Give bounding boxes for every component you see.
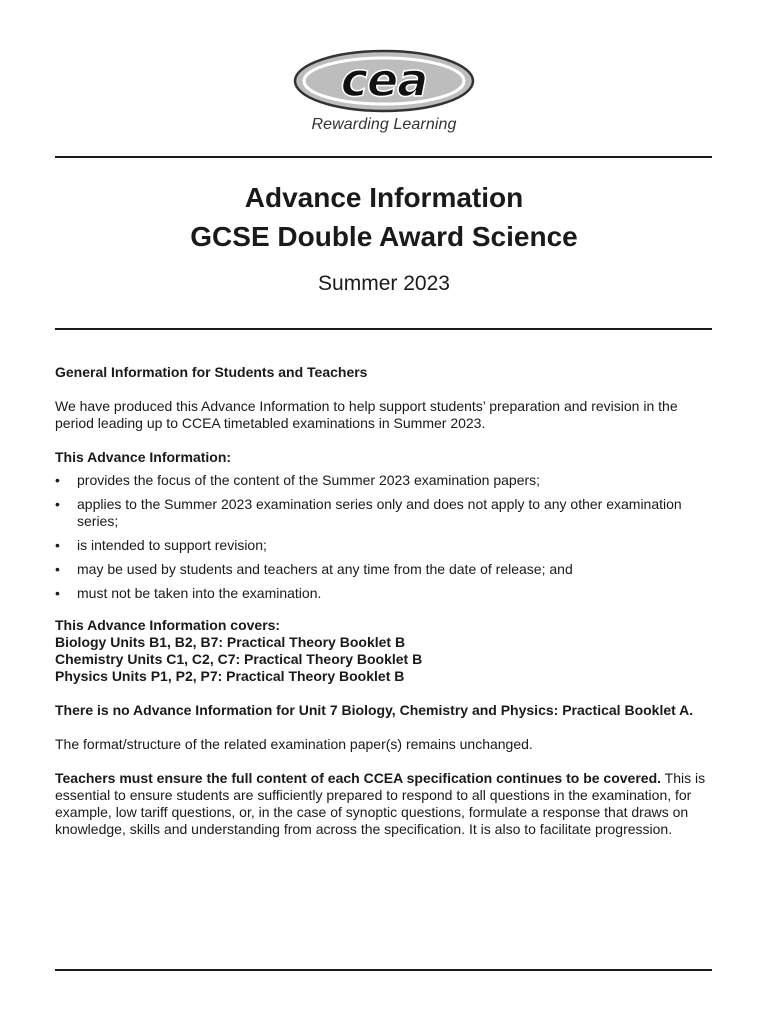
intro-paragraph: We have produced this Advance Information to help support students’ preparation and revision in the period leading up to CCEA timetabled examinations in Summer 2023.	[55, 398, 678, 431]
advance-info-list	[55, 472, 715, 602]
title-bottom-rule	[55, 328, 712, 330]
title-line-2: GCSE Double Award Science	[190, 221, 578, 252]
header	[0, 48, 768, 134]
general-heading: General Information for Students and Teachers	[55, 364, 368, 380]
document-body	[55, 364, 715, 838]
session-label: Summer 2023	[318, 272, 450, 295]
format-note: The format/structure of the related examination paper(s) remains unchanged.	[55, 736, 533, 752]
covers-biology: Biology Units B1, B2, B7: Practical Theory Booklet B	[55, 634, 406, 650]
logo-wordmark: cea	[340, 53, 428, 107]
tagline: Rewarding Learning	[311, 116, 457, 133]
covers-chemistry: Chemistry Units C1, C2, C7: Practical Theory Booklet B	[55, 651, 423, 667]
teachers-paragraph	[55, 770, 715, 838]
teachers-bold-text: Teachers must ensure the full content of each CCEA specification continues to be covered.	[55, 770, 662, 786]
advance-info-heading: This Advance Information:	[55, 449, 232, 465]
title-line-1: Advance Information	[244, 182, 524, 213]
list-item: • may be used by students and teachers at any time from the date of release; and	[55, 561, 715, 578]
teachers-body-text: This is essential to ensure students are sufficiently prepared to respond to all questions in the examination, for example, low tariff questions, or, in the case of synoptic questions, formulate a response that draws on knowledge, skills and understanding from across the specification. It is also to facilitate progression.	[55, 770, 706, 837]
ccea-logo	[292, 48, 476, 114]
no-advance-info-note: There is no Advance Information for Unit 7 Biology, Chemistry and Physics: Practical Booklet A.	[55, 702, 694, 718]
title-block	[0, 178, 768, 296]
top-rule	[55, 156, 712, 158]
list-item: • must not be taken into the examination.	[55, 585, 715, 602]
footer-rule	[55, 969, 712, 971]
list-item: • applies to the Summer 2023 examination series only and does not apply to any other examination series;	[55, 496, 715, 530]
list-item: • provides the focus of the content of the Summer 2023 examination papers;	[55, 472, 715, 489]
covers-physics: Physics Units P1, P2, P7: Practical Theory Booklet B	[55, 668, 405, 684]
list-item: • is intended to support revision;	[55, 537, 715, 554]
covers-heading: This Advance Information covers:	[55, 617, 281, 633]
